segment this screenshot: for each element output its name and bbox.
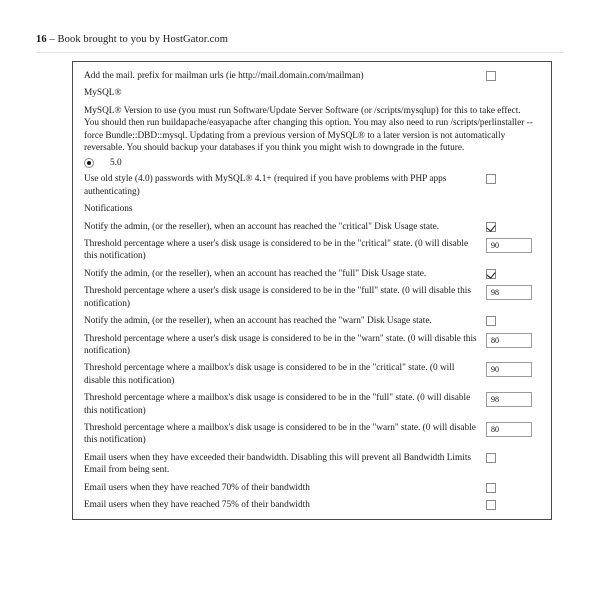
control-cell-notify-account-critical-disk-usage [484,220,542,232]
checkbox-email-users-75-percent-bandwidth[interactable] [486,500,496,510]
checkbox-notify-account-critical-disk-usage[interactable] [486,222,496,232]
label-mailbox-critical-threshold: Threshold percentage where a mailbox's disk usage is considered to be in the "critical" state. (0 will disable this notification) [84,363,455,386]
checkbox-old-style-passwords[interactable] [486,174,496,184]
label-email-users-75-percent-bandwidth: Email users when they have reached 75% of their bandwidth [84,499,310,510]
input-user-warn-threshold[interactable]: 80 [486,333,532,348]
control-cell-user-full-threshold [484,284,542,300]
row-mailbox-full-threshold[interactable] [73,389,551,419]
row-user-full-threshold[interactable] [73,282,551,312]
row-user-warn-threshold[interactable] [73,330,551,360]
row-email-users-exceeded-bandwidth[interactable] [73,449,551,479]
row-mail-prefix-mailman-urls[interactable] [73,67,551,84]
control-cell-user-critical-threshold [484,237,542,253]
row-mailbox-critical-threshold[interactable] [73,359,551,389]
label-user-critical-threshold: Threshold percentage where a user's disk usage is considered to be in the "critical" state. (0 will disable this notification) [84,239,469,262]
header-separator: – [49,34,55,45]
checkbox-notify-account-full-disk-usage[interactable] [486,269,496,279]
radio-mysql-version-5-0[interactable] [84,158,94,168]
control-cell-email-users-70-percent-bandwidth [484,481,542,493]
settings-panel [72,61,552,520]
row-user-critical-threshold[interactable] [73,235,551,265]
input-mailbox-critical-threshold[interactable]: 90 [486,362,532,377]
label-notify-account-critical-disk-usage: Notify the admin, (or the reseller), when an account has reached the "critical" Disk Usage state. [84,221,440,232]
row-mysql-version-description [73,102,551,157]
row-mailbox-warn-threshold[interactable] [73,419,551,449]
checkbox-email-users-exceeded-bandwidth[interactable] [486,453,496,463]
label-user-full-threshold: Threshold percentage where a user's disk usage is considered to be in the "full" state. (0 will disable this notification) [84,286,471,309]
control-cell-old-style-passwords [484,172,542,184]
control-cell-notify-account-full-disk-usage [484,267,542,279]
header-divider [36,52,564,53]
input-mailbox-full-threshold[interactable]: 98 [486,392,532,407]
control-cell-mailbox-warn-threshold [484,421,542,437]
control-cell-email-users-exceeded-bandwidth [484,451,542,463]
checkbox-notify-account-warn-disk-usage[interactable] [486,316,496,326]
label-email-users-70-percent-bandwidth: Email users when they have reached 70% of their bandwidth [84,482,310,493]
header-attribution: Book brought to you by HostGator.com [57,34,228,45]
row-notify-account-warn-disk-usage[interactable] [73,312,551,329]
label-email-users-exceeded-bandwidth: Email users when they have exceeded their bandwidth. Disabling this will prevent all Bandwidth Limits Email from being sent. [84,452,472,476]
label-old-style-passwords: Use old style (4.0) passwords with MySQL® 4.1+ (required if you have problems with PHP apps authenticating) [84,174,447,197]
row-notify-account-full-disk-usage[interactable] [73,265,551,282]
row-email-users-75-percent-bandwidth[interactable] [73,496,551,513]
label-notify-account-full-disk-usage: Notify the admin, (or the reseller), when an account has reached the "full" Disk Usage state. [84,268,427,279]
page-header [0,33,600,55]
label-notifications-section-heading: Notifications [84,204,133,215]
row-old-style-passwords[interactable] [73,170,551,200]
label-mysql-version-5-0: 5.0 [110,158,122,169]
row-email-users-70-percent-bandwidth[interactable] [73,479,551,496]
row-notify-account-critical-disk-usage[interactable] [73,218,551,235]
control-cell-mail-prefix-mailman-urls [484,69,542,81]
input-user-full-threshold[interactable]: 98 [486,285,532,300]
input-user-critical-threshold[interactable]: 90 [486,238,532,253]
control-cell-user-warn-threshold [484,332,542,348]
checkbox-mail-prefix-mailman-urls[interactable] [486,71,496,81]
checkbox-email-users-70-percent-bandwidth[interactable] [486,483,496,493]
row-mysql-version-5-0[interactable] [73,156,551,170]
header-text [36,33,600,47]
label-mail-prefix-mailman-urls: Add the mail. prefix for mailman urls (ie http://mail.domain.com/mailman) [84,71,364,81]
control-cell-mailbox-full-threshold [484,391,542,407]
control-cell-email-users-75-percent-bandwidth [484,498,542,510]
control-cell-mailbox-critical-threshold [484,361,542,377]
input-mailbox-warn-threshold[interactable]: 80 [486,422,532,437]
label-user-warn-threshold: Threshold percentage where a user's disk usage is considered to be in the "warn" state. (0 will disable this notification) [84,333,477,356]
label-mailbox-full-threshold: Threshold percentage where a mailbox's disk usage is considered to be in the "full" state. (0 will disable this notification) [84,393,471,416]
page-number: 16 [36,34,47,45]
row-mysql-section-heading [73,84,551,101]
label-mysql-section-heading: MySQL® [84,88,122,99]
label-mysql-version-description: MySQL® Version to use (you must run Software/Update Server Software (or /scripts/mysqlup) for this to take effect. You should then run buildapache/easyapache after changing this option. You may also need to run /scripts/perlinstaller --force Bundle::DBD::mysql. Updating from a previous version of MySQL® to a later version is not automatically reversable. You should backup your databases if you think you might wish to downgrade in the future. [84,105,533,154]
label-notify-account-warn-disk-usage: Notify the admin, (or the reseller), when an account has reached the "warn" Disk Usage state. [84,316,432,327]
label-mailbox-warn-threshold: Threshold percentage where a mailbox's disk usage is considered to be in the "warn" state. (0 will disable this notification) [84,422,476,446]
row-notifications-section-heading [73,200,551,217]
control-cell-notify-account-warn-disk-usage [484,314,542,326]
